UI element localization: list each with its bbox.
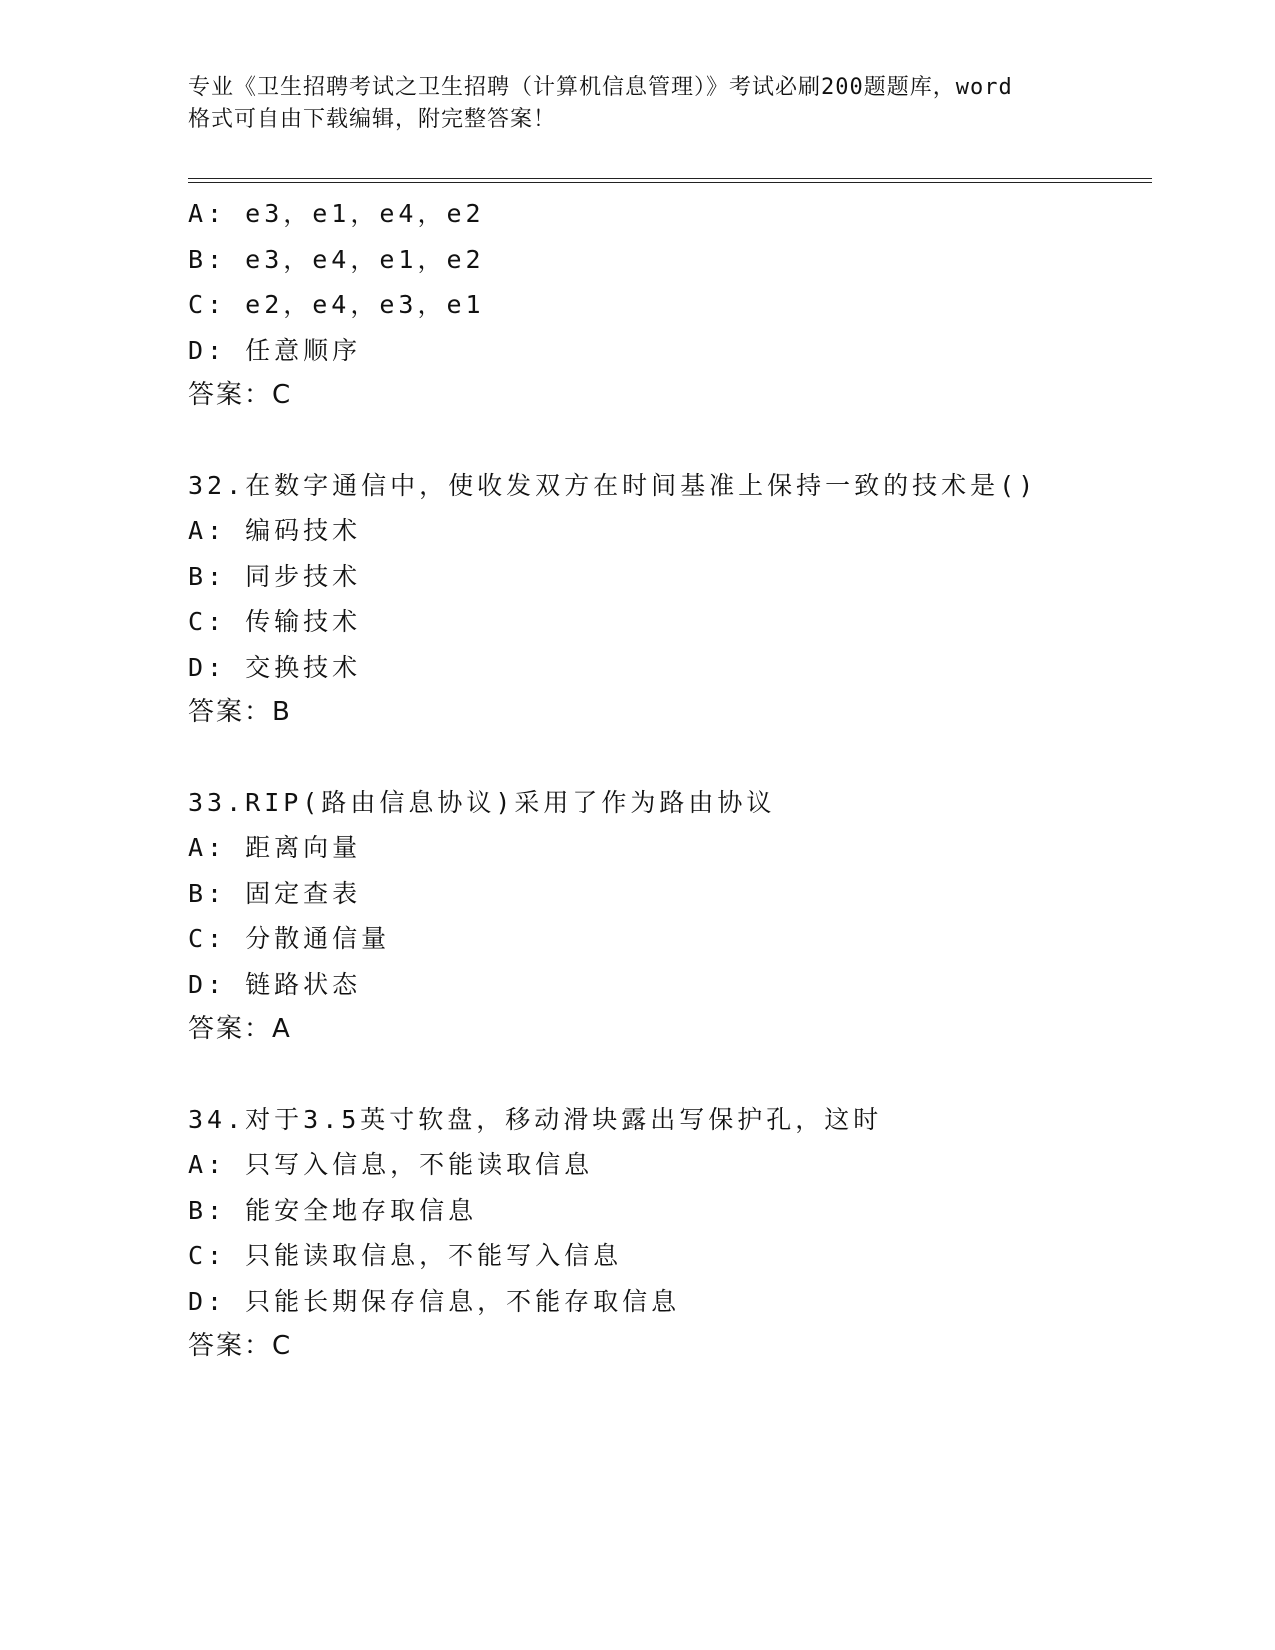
question-spacer [188,1053,1152,1097]
header-divider [188,178,1152,183]
answer: 答案：C [188,380,293,410]
question-32 [188,463,1152,736]
answer: 答案：A [188,1014,292,1044]
answer: 答案：C [188,1331,293,1361]
question-34 [188,1097,1152,1370]
option-a: A: 距离向量 [188,833,362,862]
option-c: C: 分散通信量 [188,924,391,953]
option-d: D: 交换技术 [188,652,362,682]
question-stem: 34.对于3.5英寸软盘，移动滑块露出写保护孔，这时 [188,1104,883,1134]
question-list [188,191,1152,1370]
option-b: B: 同步技术 [188,561,362,591]
question-33 [188,780,1152,1053]
header-line-1: 专业《卫生招聘考试之卫生招聘（计算机信息管理）》考试必刷200题题库，word [188,75,1013,100]
answer: 答案：B [188,697,292,727]
option-b: B: 能安全地存取信息 [188,1195,478,1225]
option-a: A: 只写入信息，不能读取信息 [188,1150,594,1179]
question-spacer [188,419,1152,463]
option-b: B: 固定查表 [188,878,362,908]
question-stem: 32.在数字通信中，使收发双方在时间基准上保持一致的技术是() [188,470,1038,500]
option-b: B: e3，e4，e1，e2 [188,244,485,274]
option-c: C: 传输技术 [188,607,362,636]
option-c: C: e2，e4，e3，e1 [188,290,485,319]
header-line-2: 格式可自由下载编辑，附完整答案！ [188,107,557,132]
option-a: A: e3，e1，e4，e2 [188,199,485,228]
document-header [188,72,1108,136]
question-31-continued [188,191,1152,419]
option-d: D: 链路状态 [188,969,362,999]
question-spacer [188,736,1152,780]
option-c: C: 只能读取信息，不能写入信息 [188,1241,623,1270]
option-d: D: 任意顺序 [188,335,362,365]
option-a: A: 编码技术 [188,516,362,545]
question-stem: 33.RIP(路由信息协议)采用了作为路由协议 [188,787,776,817]
option-d: D: 只能长期保存信息，不能存取信息 [188,1286,681,1316]
